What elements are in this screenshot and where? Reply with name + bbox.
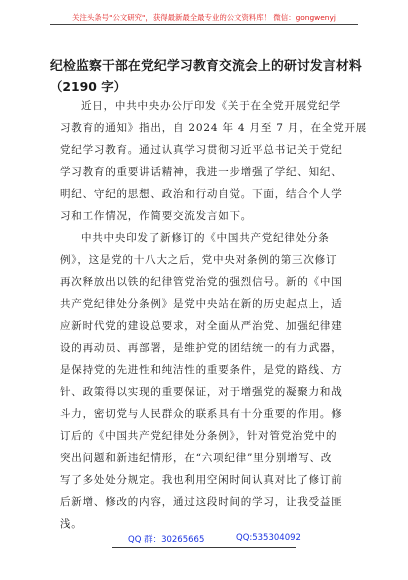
footer-qq-group: QQ 群：30265665: [128, 535, 205, 545]
paragraph-line: 明纪、守纪的思想、政治和行动自觉。下面，结合个人学: [60, 188, 343, 200]
paragraph-line: 是保持党的先进性和纯洁性的重要条件，是党的路线、方: [60, 364, 343, 376]
paragraph-2: [60, 227, 360, 535]
footer-qq-number: QQ:535304092: [236, 533, 301, 543]
paragraph-line: 共产党纪律处分条例》是党中央站在新的历史起点上，适: [60, 298, 343, 310]
paragraph-line: 设的再动员、再部署，是维护党的团结统一的有力武器，: [60, 342, 343, 354]
header-banner: 关注头条号"公文研究"，获得最新最全最专业的公文资料库！ 微信：gongwenyj: [72, 13, 336, 22]
paragraph-line: 写了多处处分规定。我也利用空闲时间认真对比了修订前: [60, 474, 343, 486]
paragraph-line: 中共中央印发了新修订的《中国共产党纪律处分条: [81, 232, 330, 244]
paragraph-line: 习教育的通知》指出，自 2024 年 4 月至 7 月，在全党开展: [60, 122, 368, 134]
document-title: 纪检监察干部在党纪学习教育交流会上的研讨发言材料: [50, 59, 362, 74]
paragraph-line: 学习教育的重要讲话精神，我进一步增强了学纪、知纪、: [60, 166, 343, 178]
paragraph-line: 再次释放出以铁的纪律管党治党的强烈信号。新的《中国: [60, 276, 343, 288]
paragraph-line: 习和工作情况，作简要交流发言如下。: [60, 210, 253, 222]
paragraph-line: 应新时代党的建设总要求，对全面从严治党、加强纪律建: [60, 320, 343, 332]
paragraph-1: [60, 95, 368, 227]
paragraph-line: 订后的《中国共产党纪律处分条例》，针对管党治党中的: [60, 430, 338, 442]
paragraph-line: 例》，这是党的十八大之后，党中央对条例的第三次修订: [60, 254, 338, 266]
paragraph-line: 后新增、修改的内容，通过这段时间的学习，让我受益匪: [60, 496, 343, 508]
footer-divider: [112, 547, 296, 548]
paragraph-line: 针、政策得以实现的重要保证，对于增强党的凝聚力和战: [60, 386, 343, 398]
header-divider: [50, 24, 358, 25]
paragraph-line: 党纪学习教育。通过认真学习贯彻习近平总书记关于党纪: [60, 144, 343, 156]
paragraph-line: 斗力，密切党与人民群众的联系具有十分重要的作用。修: [60, 408, 343, 420]
paragraph-line: 浅。: [60, 518, 83, 530]
paragraph-line: 突出问题和新违纪情形，在“六项纪律”里分别增写、改: [60, 452, 333, 464]
paragraph-line: 近日，中共中央办公厅印发《关于在全党开展党纪学: [81, 100, 341, 112]
word-count: （2190 字）: [50, 79, 126, 94]
